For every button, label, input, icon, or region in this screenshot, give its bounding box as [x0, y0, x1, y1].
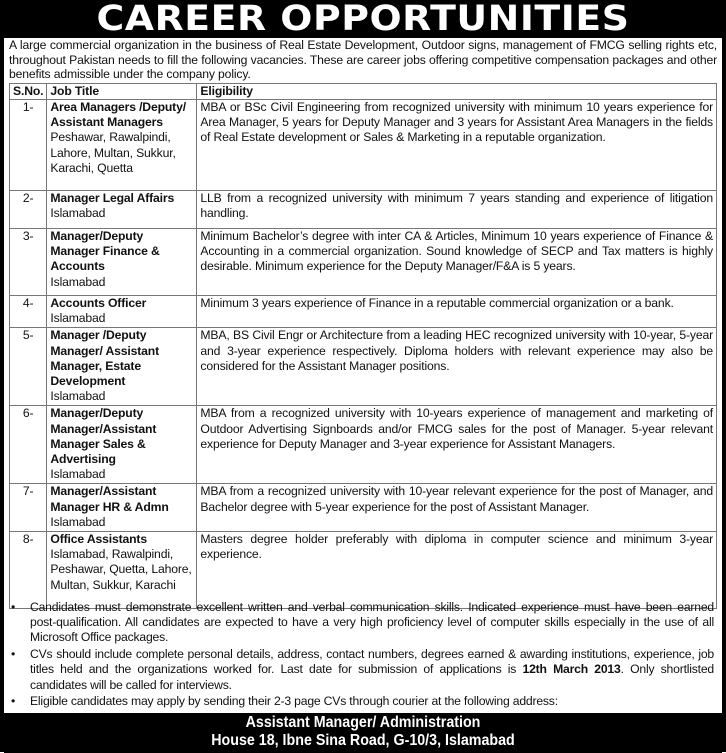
- bullet-icon: •: [11, 600, 16, 614]
- note-text: Candidates must demonstrate excellent written and verbal communication skills. Indicated experience must have been earned post-qualification. All candidates are expected to have a very high proficiency level of computer skills especially in the use of all Microsoft Office packages.: [30, 600, 714, 645]
- job-location: Islamabad: [50, 514, 106, 529]
- row-job-title-cell: [47, 532, 197, 609]
- row-sno: 8-: [10, 532, 47, 609]
- table-row: [10, 229, 717, 296]
- job-title: Accounts Officer: [50, 296, 147, 310]
- row-eligibility: Masters degree holder preferably with diploma in computer science and minimum 3-year experience.: [197, 532, 717, 609]
- table-row: [10, 100, 717, 191]
- vacancies-table: [9, 83, 717, 609]
- job-title: Manager/Deputy Manager Finance & Accounts: [50, 229, 160, 274]
- table-row: [10, 191, 717, 229]
- page-title: CAREER OPPORTUNITIES: [0, 0, 726, 38]
- address-recipient: Assistant Manager/ Administration: [245, 714, 481, 731]
- deadline-date: 12th March 2013: [522, 662, 621, 677]
- row-sno: 1-: [10, 100, 47, 191]
- row-eligibility: MBA from a recognized university with 10-years experience of management and marketing of Outdoor Advertising Signboards and/or FMCG sales for the post of Manager. 5-year relevant experience for Deputy Manager and 3-year experience for Assistant Managers.: [197, 406, 717, 484]
- row-job-title-cell: [47, 191, 197, 229]
- row-eligibility: MBA or BSc Civil Engineering from recognized university with minimum 10 years experience for Area Manager, 5 years for Deputy Manager and 3 years for Assistant Area Managers in the fields of Real Estate development or Sales & Marketing in a reputable organization.: [197, 100, 717, 191]
- row-eligibility: Minimum Bachelor’s degree with inter CA & Articles, Minimum 10 years experience of Finance & Accounting in a commercial organization. Sound knowledge of SECP and Tax matters is highly desirable. Minimum experience for the Deputy Manager/F&A is 5 years.: [197, 229, 717, 296]
- row-eligibility: MBA, BS Civil Engr or Architecture from a leading HEC recognized university with 10-year, 5-year and 3-year experience respectively. Diploma holders with relevant experience may also be considered for the Assistant Manager positions.: [197, 328, 717, 406]
- row-sno: 6-: [10, 406, 47, 484]
- job-title: Manager /Deputy Manager/ Assistant Manager, Estate Development: [50, 328, 160, 389]
- bullet-icon: •: [11, 647, 16, 662]
- bullet-icon: •: [11, 694, 16, 709]
- header-eligibility: Eligibility: [197, 84, 717, 100]
- intro-paragraph: A large commercial organization in the business of Real Estate Development, Outdoor signs, management of FMCG selling rights etc, throughout Pakistan needs to fill the following vacancies. These are career jobs offering competitive compensation packages and other benefits admissible under the company policy.: [9, 38, 717, 82]
- job-location: Islamabad: [50, 274, 106, 289]
- job-title: Manager Legal Affairs: [50, 191, 175, 205]
- table-row: [10, 406, 717, 484]
- address-footer: [4, 713, 722, 753]
- job-title: Area Managers /Deputy/ Assistant Managers: [50, 100, 186, 130]
- row-eligibility: Minimum 3 years experience of Finance in a reputable commercial organization or a bank.: [197, 296, 717, 328]
- row-eligibility: LLB from a recognized university with minimum 7 years standing and experience of litigation handling.: [197, 191, 717, 229]
- notes-section: [4, 600, 722, 711]
- row-sno: 2-: [10, 191, 47, 229]
- note-text: Eligible candidates may apply by sending their 2-3 page CVs through courier at the following address:: [30, 694, 558, 709]
- row-job-title-cell: [47, 296, 197, 328]
- table-header-row: [10, 84, 717, 100]
- row-eligibility: MBA from a recognized university with 10-year relevant experience for the post of Manager, and Bachelor degree with 5-year experience for the post of Assistant Manager.: [197, 484, 717, 532]
- row-job-title-cell: [47, 328, 197, 406]
- header-job-title: Job Title: [47, 84, 197, 100]
- table-row: [10, 532, 717, 609]
- row-job-title-cell: [47, 406, 197, 484]
- table-row: [10, 484, 717, 532]
- note-text: . Only shortlisted candidates will be called for interviews.: [30, 662, 715, 692]
- note-item: [11, 694, 714, 709]
- row-job-title-cell: [47, 229, 197, 296]
- job-location: Islamabad: [50, 311, 106, 326]
- job-title: Manager/Assistant Manager HR & Admn: [50, 484, 169, 514]
- row-sno: 5-: [10, 328, 47, 406]
- job-location: Peshawar, Rawalpindi, Lahore, Multan, Sukkur, Karachi, Quetta: [50, 130, 176, 175]
- job-location: Islamabad, Rawalpindi, Peshawar, Quetta, Lahore, Multan, Sukkur, Karachi: [50, 547, 192, 592]
- row-job-title-cell: [47, 100, 197, 191]
- note-text: CVs should include complete personal details, address, contact numbers, degrees earned & awarding institutions, experience, job titles held and the organizations worked for. Last date for submission of applications is: [30, 647, 714, 677]
- job-location: Islamabad: [50, 206, 106, 221]
- note-item: [11, 600, 714, 646]
- table-row: [10, 328, 717, 406]
- job-location: Islamabad: [50, 467, 106, 482]
- job-title: Office Assistants: [50, 532, 147, 547]
- row-sno: 4-: [10, 296, 47, 328]
- note-item: [11, 647, 715, 693]
- job-title: Manager/Deputy Manager/Assistant Manager Sales & Advertising: [50, 406, 157, 467]
- table-row: [10, 296, 717, 328]
- job-location: Islamabad: [50, 389, 106, 404]
- row-sno: 7-: [10, 484, 47, 532]
- row-job-title-cell: [47, 484, 197, 532]
- address-street: House 18, Ibne Sina Road, G-10/3, Islamabad: [211, 732, 515, 749]
- header-sno: S.No.: [10, 84, 47, 100]
- row-sno: 3-: [10, 229, 47, 296]
